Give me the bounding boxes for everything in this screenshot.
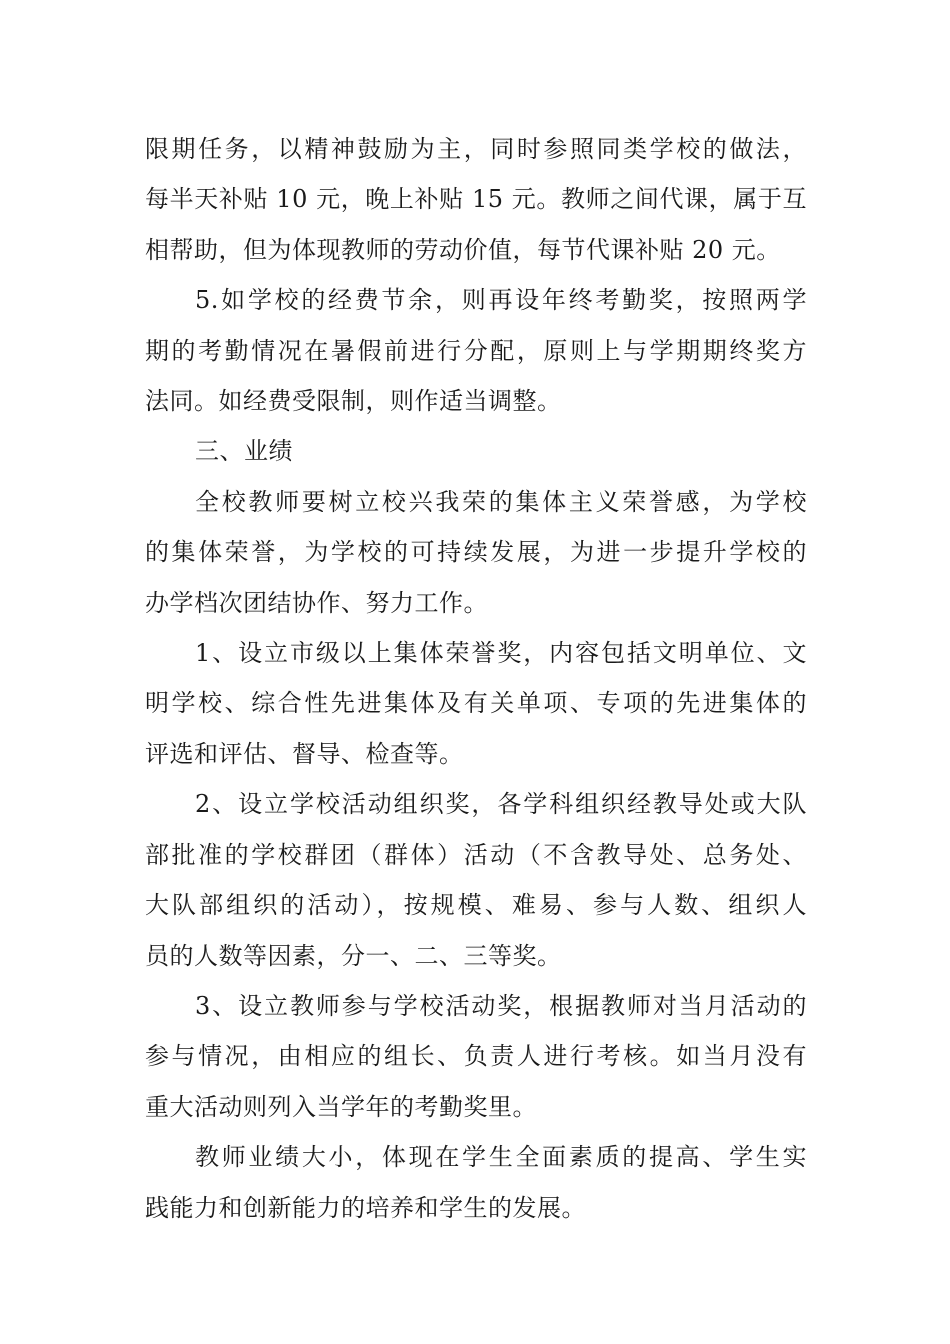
document-body (145, 124, 807, 1233)
text-line: 每半天补贴 10 元，晚上补贴 15 元。教师之间代课，属于互 (145, 185, 807, 214)
text-line: 践能力和创新能力的培养和学生的发展。 (145, 1193, 586, 1222)
text-line: 教师业绩大小，体现在学生全面素质的提高、学生实 (195, 1143, 807, 1172)
text-line: 大队部组织的活动），按规模、难易、参与人数、组织人 (145, 891, 807, 920)
paragraph-item-2 (145, 779, 807, 981)
text-line: 部批准的学校群团（群体）活动（不含教导处、总务处、 (145, 840, 807, 869)
text-line: 明学校、综合性先进集体及有关单项、专项的先进集体的 (145, 689, 807, 718)
text-line: 重大活动则列入当学年的考勤奖里。 (145, 1092, 537, 1121)
text-line: 参与情况，由相应的组长、负责人进行考核。如当月没有 (145, 1042, 807, 1071)
text-line: 期的考勤情况在暑假前进行分配，原则上与学期期终奖方 (145, 336, 807, 365)
text-line: 的集体荣誉，为学校的可持续发展，为进一步提升学校的 (145, 538, 807, 567)
text-line: 评选和评估、督导、检查等。 (145, 739, 464, 768)
paragraph-item-3 (145, 981, 807, 1132)
text-line: 限期任务，以精神鼓励为主，同时参照同类学校的做法， (145, 135, 807, 163)
paragraph-stipend (145, 124, 807, 275)
paragraph-item-1 (145, 628, 807, 779)
paragraph-year-end-bonus (145, 275, 807, 426)
text-line: 全校教师要树立校兴我荣的集体主义荣誉感，为学校 (195, 487, 807, 516)
text-line: 三、业绩 (195, 437, 293, 466)
section-heading-performance (145, 426, 807, 476)
paragraph-teacher-performance (145, 1132, 807, 1233)
text-line: 法同。如经费受限制，则作适当调整。 (145, 387, 562, 416)
text-line: 办学档次团结协作、努力工作。 (145, 588, 488, 617)
text-line: 1、设立市级以上集体荣誉奖，内容包括文明单位、文 (195, 639, 807, 668)
text-line: 相帮助，但为体现教师的劳动价值，每节代课补贴 20 元。 (145, 235, 781, 264)
text-line: 3、设立教师参与学校活动奖，根据教师对当月活动的 (195, 991, 807, 1020)
paragraph-collective-honor (145, 477, 807, 628)
text-line: 2、设立学校活动组织奖，各学科组织经教导处或大队 (195, 790, 807, 819)
text-line: 员的人数等因素，分一、二、三等奖。 (145, 941, 562, 970)
text-line: 5.如学校的经费节余，则再设年终考勤奖，按照两学 (195, 286, 807, 315)
